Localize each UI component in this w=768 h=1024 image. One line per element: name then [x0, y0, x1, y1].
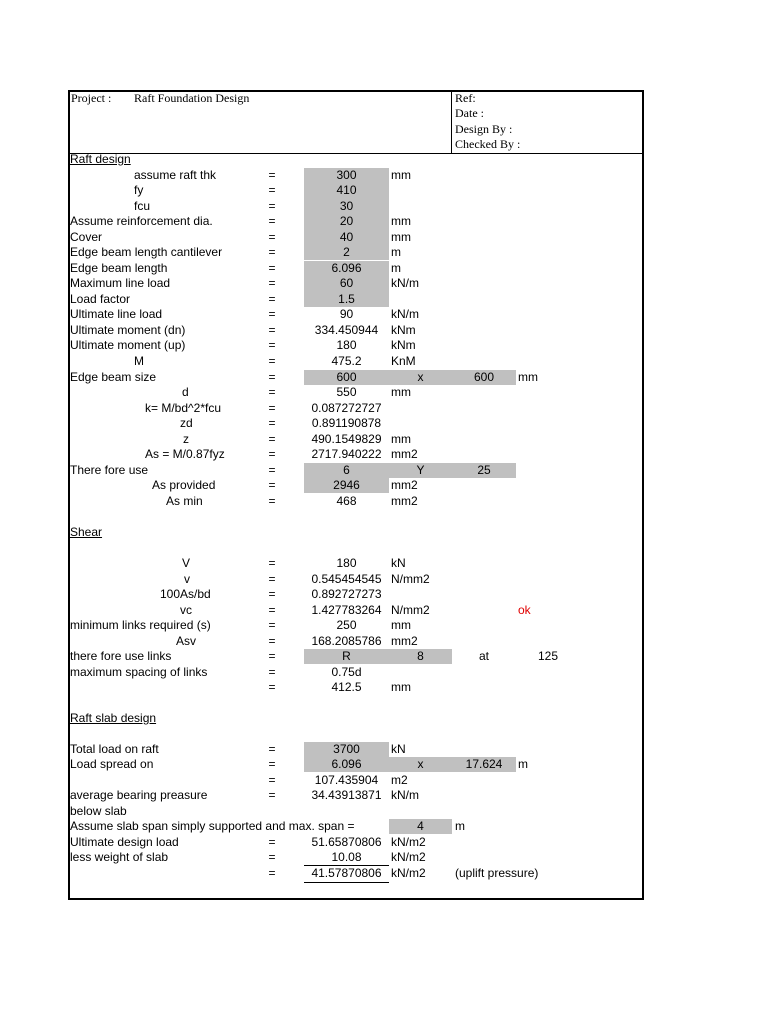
- uplift-note: (uplift pressure): [455, 866, 539, 880]
- row-label: Ultimate moment (up): [70, 338, 186, 352]
- row-label: fcu: [134, 199, 151, 213]
- row-label: below slab: [70, 804, 127, 818]
- total-rule: [304, 882, 389, 883]
- equals-sign: =: [268, 757, 276, 771]
- row-value: 60: [339, 276, 354, 290]
- row-value: 34.43913871: [311, 788, 382, 802]
- row-unit: kNm: [391, 323, 416, 337]
- project-label: Project :: [71, 91, 112, 105]
- row-label: zd: [180, 416, 193, 430]
- equals-sign: =: [268, 866, 276, 880]
- row-value: 180: [336, 338, 357, 352]
- row-label: Edge beam size: [70, 370, 157, 384]
- row-label: maximum spacing of links: [70, 665, 208, 679]
- times-sign: x: [417, 370, 424, 384]
- row-label: k= M/bd^2*fcu: [145, 401, 222, 415]
- row-label: Load spread on: [70, 757, 154, 771]
- equals-sign: =: [268, 494, 276, 508]
- equals-sign: =: [268, 478, 276, 492]
- row-unit: kN/m2: [391, 835, 426, 849]
- row-value: 410: [336, 183, 357, 197]
- row-value: 300: [336, 168, 357, 182]
- header-vertical-divider: [451, 90, 452, 153]
- equals-sign: =: [268, 199, 276, 213]
- row-label: Ultimate line load: [70, 307, 163, 321]
- equals-sign: =: [268, 416, 276, 430]
- row-value: R: [342, 649, 351, 663]
- row-unit: mm: [391, 214, 411, 228]
- equals-sign: =: [268, 245, 276, 259]
- equals-sign: =: [268, 276, 276, 290]
- row-unit: mm: [391, 230, 411, 244]
- row-label: Ultimate design load: [70, 835, 179, 849]
- row-value: 412.5: [331, 680, 362, 694]
- row-label: less weight of slab: [70, 850, 169, 864]
- equals-sign: =: [268, 168, 276, 182]
- row-value: 4: [417, 819, 424, 833]
- row-unit: kN/m: [391, 788, 419, 802]
- row-label: Edge beam length: [70, 261, 168, 275]
- equals-sign: =: [268, 556, 276, 570]
- times-sign: x: [417, 757, 424, 771]
- row-label: Assume slab span simply supported and max. span =: [70, 819, 355, 833]
- equals-sign: =: [268, 587, 276, 601]
- equals-sign: =: [268, 401, 276, 415]
- equals-sign: =: [268, 432, 276, 446]
- row-unit: mm2: [391, 494, 418, 508]
- date-label: Date :: [455, 106, 484, 120]
- row-value: 168.2085786: [311, 634, 382, 648]
- row-value: 0.545454545: [311, 572, 382, 586]
- row-unit: m: [455, 819, 465, 833]
- checked-by-label: Checked By :: [455, 137, 521, 151]
- row-value: 600: [336, 370, 357, 384]
- row-value-2: 8: [417, 649, 424, 663]
- row-value: 2946: [333, 478, 360, 492]
- equals-sign: =: [268, 742, 276, 756]
- equals-sign: =: [268, 307, 276, 321]
- equals-sign: =: [268, 773, 276, 787]
- row-label: Asv: [176, 634, 197, 648]
- row-value: 2717.940222: [311, 447, 382, 461]
- section-raft-slab-design: Raft slab design: [70, 711, 157, 725]
- equals-sign: =: [268, 214, 276, 228]
- row-value: 40: [339, 230, 354, 244]
- row-value: 468: [336, 494, 357, 508]
- equals-sign: =: [268, 618, 276, 632]
- row-unit: N/mm2: [391, 572, 430, 586]
- equals-sign: =: [268, 385, 276, 399]
- row-unit: mm: [391, 618, 411, 632]
- row-value: 90: [339, 307, 354, 321]
- row-label: Edge beam length cantilever: [70, 245, 223, 259]
- row-value: 6: [343, 463, 350, 477]
- row-value-2: 17.624: [465, 757, 503, 771]
- row-label: V: [182, 556, 191, 570]
- row-value: 30: [339, 199, 354, 213]
- row-unit: N/mm2: [391, 603, 430, 617]
- header-divider: [68, 153, 644, 154]
- equals-sign: =: [268, 230, 276, 244]
- row-unit: kN/m: [391, 307, 419, 321]
- design-by-label: Design By :: [455, 122, 513, 136]
- row-label: 100As/bd: [160, 587, 211, 601]
- link-spacing: 125: [537, 649, 559, 663]
- row-value: 2: [343, 245, 350, 259]
- row-unit: kNm: [391, 338, 416, 352]
- row-unit: kN/m2: [391, 850, 426, 864]
- row-value: 107.435904: [314, 773, 379, 787]
- row-value: 6.096: [331, 757, 362, 771]
- row-label: vc: [180, 603, 192, 617]
- row-label: average bearing preasure: [70, 788, 208, 802]
- row-unit: mm2: [391, 478, 418, 492]
- equals-sign: =: [268, 788, 276, 802]
- equals-sign: =: [268, 665, 276, 679]
- row-label: assume raft thk: [134, 168, 217, 182]
- at-label: at: [478, 649, 489, 663]
- row-unit: kN/m: [391, 276, 419, 290]
- row-unit: KnM: [391, 354, 416, 368]
- ref-label: Ref:: [455, 91, 476, 105]
- row-value: 1.5: [338, 292, 355, 306]
- row-label: There fore use: [70, 463, 149, 477]
- equals-sign: =: [268, 463, 276, 477]
- equals-sign: =: [268, 338, 276, 352]
- row-label: Cover: [70, 230, 103, 244]
- row-unit: mm: [391, 385, 411, 399]
- row-unit: mm2: [391, 634, 418, 648]
- row-unit: mm: [391, 680, 411, 694]
- row-value: 10.08: [331, 850, 362, 864]
- row-label: Assume reinforcement dia.: [70, 214, 213, 228]
- equals-sign: =: [268, 572, 276, 586]
- row-unit: kN: [391, 742, 406, 756]
- row-label: minimum links required (s): [70, 618, 211, 632]
- row-label: As = M/0.87fyz: [145, 447, 225, 461]
- row-label: z: [183, 432, 189, 446]
- section-raft-design: Raft design: [70, 152, 131, 166]
- row-label: fy: [134, 183, 144, 197]
- row-unit: m: [391, 245, 401, 259]
- row-label: d: [182, 385, 189, 399]
- row-value: 6.096: [331, 261, 362, 275]
- row-unit: kN: [391, 556, 406, 570]
- row-value: 20: [339, 214, 354, 228]
- equals-sign: =: [268, 292, 276, 306]
- row-label: there fore use links: [70, 649, 172, 663]
- row-value: 334.450944: [314, 323, 379, 337]
- equals-sign: =: [268, 603, 276, 617]
- row-label: M: [134, 354, 144, 368]
- row-label: v: [184, 572, 190, 586]
- equals-sign: =: [268, 850, 276, 864]
- row-unit: mm: [391, 432, 411, 446]
- project-name: Raft Foundation Design: [134, 91, 250, 105]
- row-value: 0.891190878: [311, 416, 382, 430]
- equals-sign: =: [268, 354, 276, 368]
- row-value-2: 25: [477, 463, 491, 477]
- equals-sign: =: [268, 680, 276, 694]
- equals-sign: =: [268, 634, 276, 648]
- equals-sign: =: [268, 835, 276, 849]
- equals-sign: =: [268, 261, 276, 275]
- row-unit: m: [518, 757, 528, 771]
- row-unit: mm: [391, 168, 411, 182]
- status-ok: ok: [518, 603, 531, 617]
- row-value: 180: [336, 556, 357, 570]
- bar-type: Y: [416, 463, 425, 477]
- row-value: 3700: [333, 742, 360, 756]
- row-value: 490.1549829: [311, 432, 382, 446]
- row-value: 51.65870806: [311, 835, 382, 849]
- row-label: As provided: [152, 478, 216, 492]
- row-value: 250: [336, 618, 357, 632]
- row-unit: m2: [391, 773, 408, 787]
- row-label: Ultimate moment (dn): [70, 323, 186, 337]
- equals-sign: =: [268, 447, 276, 461]
- section-shear: Shear: [70, 525, 103, 539]
- row-value: 41.57870806: [311, 866, 382, 880]
- row-unit: mm: [518, 370, 538, 384]
- row-unit: kN/m2: [391, 866, 426, 880]
- equals-sign: =: [268, 649, 276, 663]
- row-label: Load factor: [70, 292, 131, 306]
- row-value: 0.75d: [331, 665, 362, 679]
- row-value-2: 600: [473, 370, 495, 384]
- row-label: Total load on raft: [70, 742, 159, 756]
- row-value: 1.427783264: [311, 603, 382, 617]
- row-label: As min: [166, 494, 203, 508]
- equals-sign: =: [268, 370, 276, 384]
- row-unit: m: [391, 261, 401, 275]
- row-value: 0.087272727: [311, 401, 382, 415]
- row-unit: mm2: [391, 447, 418, 461]
- row-value: 550: [336, 385, 357, 399]
- row-value: 475.2: [331, 354, 362, 368]
- equals-sign: =: [268, 323, 276, 337]
- equals-sign: =: [268, 183, 276, 197]
- row-value: 0.892727273: [311, 587, 382, 601]
- row-label: Maximum line load: [70, 276, 171, 290]
